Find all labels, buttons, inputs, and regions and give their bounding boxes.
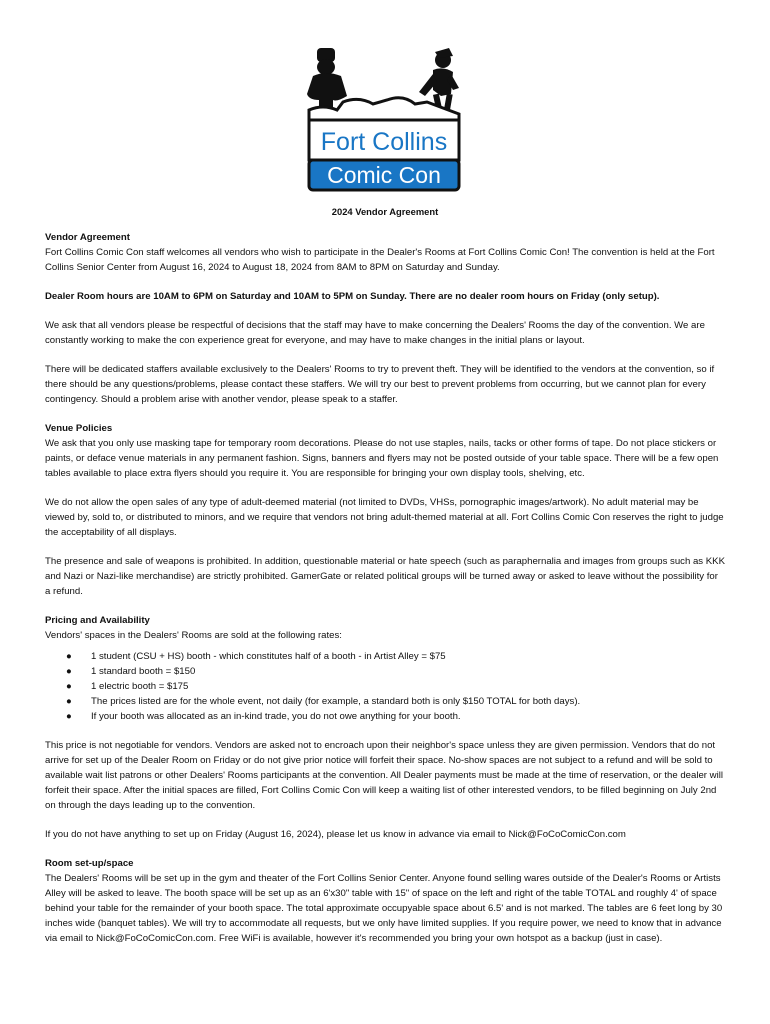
document-title: 2024 Vendor Agreement (331, 206, 439, 217)
document-body (45, 204, 725, 960)
paragraph: We do not allow the open sales of any type of adult-deemed material (not limited to DVDs, VHSs, pornographic images/artwork). No adult material may be viewed by, sold to, or distributed to minors, and we require that vendors not bring adult-themed material at all. Fort Collins Comic Con reserves the right to judge the acceptability of all displays. (45, 497, 724, 538)
section-heading-pricing: Pricing and Availability (45, 615, 150, 626)
dealer-hours-notice: Dealer Room hours are 10AM to 6PM on Saturday and 10AM to 5PM on Sunday. There are no dealer room hours on Friday (only setup). (45, 291, 660, 302)
list-item (45, 694, 725, 709)
logo-line1-text: Fort Collins (320, 128, 448, 156)
bullet-icon: ● (66, 681, 72, 692)
list-item-text: The prices listed are for the whole event, not daily (for example, a standard both is only $150 TOTAL for both days). (91, 696, 581, 707)
list-item (45, 679, 725, 694)
paragraph: There will be dedicated staffers available exclusively to the Dealers' Rooms to try to prevent theft. They will be identified to the vendors at the convention, so if there should be any questions/problems, please contact these staffers. We will try our best to prevent problems from occurring, but we cannot plan for every contingency. Should a problem arise with another vendor, please speak to a staffer. (45, 364, 715, 405)
vendor-agreement-body: Fort Collins Comic Con staff welcomes all vendors who wish to participate in the Dealer's Rooms at Fort Collins Comic Con! The convention is held at the Fort Collins Senior Center from August 16, 2024 to August 18, 2024 from 8AM to 8PM on Saturday and Sunday. (45, 247, 715, 273)
bullet-icon: ● (66, 711, 72, 722)
bullet-icon: ● (66, 696, 72, 707)
list-item-text: If your booth was allocated as an in-kind trade, you do not owe anything for your booth. (91, 711, 461, 722)
fort-collins-comic-con-logo (303, 44, 465, 194)
section-heading-venue-policies: Venue Policies (45, 423, 113, 434)
paragraph: We ask that you only use masking tape for temporary room decorations. Please do not use staples, nails, tacks or other forms of tape. Do not place stickers or paints, or deface venue materials in any permanent fashion. Signs, banners and flyers may not be posted outside of your table space. There will be a few open tables available to place extra flyers should you require it. You are responsible for bringing your own display tools, shelving, etc. (45, 438, 719, 479)
paragraph: This price is not negotiable for vendors. Vendors are asked not to encroach upon their neighbor's space unless they are given permission. Vendors that do not arrive for set up of the Dealer Room on Friday or do not give prior notice will forfeit their space. No-show spaces are not subject to a refund and will be sold to available wait list patrons or other Dealers' Rooms participants at the convention. All Dealer payments must be made at the time of reservation, or the dealer will forfeit their space. After the initial spaces are filled, Fort Collins Comic Con will keep a waiting list of other interested vendors, to be filled beginning on July 2nd on through the days leading up to the convention. (45, 740, 723, 811)
section-heading-room-setup: Room set-up/space (45, 858, 134, 869)
list-item (45, 664, 725, 679)
paragraph: The presence and sale of weapons is prohibited. In addition, questionable material or hate speech (such as paraphernalia and images from groups such as KKK and Nazi or Nazi-like merchandise) are strictly prohibited. GamerGate or related political groups will be turned away or asked to leave without the possibility for a refund. (45, 556, 725, 597)
logo-line2-text: Comic Con (327, 162, 441, 188)
bullet-icon: ● (66, 666, 72, 677)
list-item-text: 1 standard booth = $150 (91, 666, 196, 677)
paragraph: We ask that all vendors please be respectful of decisions that the staff may have to make concerning the Dealers' Rooms the day of the convention. We are constantly working to make the con experience great for everyone, and may have to make changes in the initial plans or layout. (45, 320, 705, 346)
list-item-text: 1 student (CSU + HS) booth - which constitutes half of a booth - in Artist Alley = $75 (91, 651, 446, 662)
room-setup-body: The Dealers' Rooms will be set up in the gym and theater of the Fort Collins Senior Center. Anyone found selling wares outside of the Dealer's Rooms or Artists Alley will be asked to leave. The booth space will be set up as an 6'x30" table with 15" of space on the left and right of the table TOTAL and roughly 4' of space behind your table for the remainder of your booth space. The total approximate occupyable space about 6.5' and is not marked. The tables are 6 feet long by 30 inches wide (banquet tables). We will try to accommodate all requests, but we only have limited supplies. If you require power, we need to know that in advance via email to Nick@FoCoComicCon.com. Free WiFi is available, however it's recommended you bring your own hotspot as a backup (just in case). (45, 873, 723, 944)
list-item (45, 709, 725, 724)
pricing-intro: Vendors' spaces in the Dealers' Rooms are sold at the following rates: (45, 630, 342, 641)
paragraph: If you do not have anything to set up on Friday (August 16, 2024), please let us know in advance via email to Nick@FoCoComicCon.com (45, 829, 626, 840)
list-item-text: 1 electric booth = $175 (91, 681, 189, 692)
bullet-icon: ● (66, 651, 72, 662)
section-heading-vendor-agreement: Vendor Agreement (45, 232, 130, 243)
pricing-list (45, 649, 725, 724)
list-item (45, 649, 725, 664)
